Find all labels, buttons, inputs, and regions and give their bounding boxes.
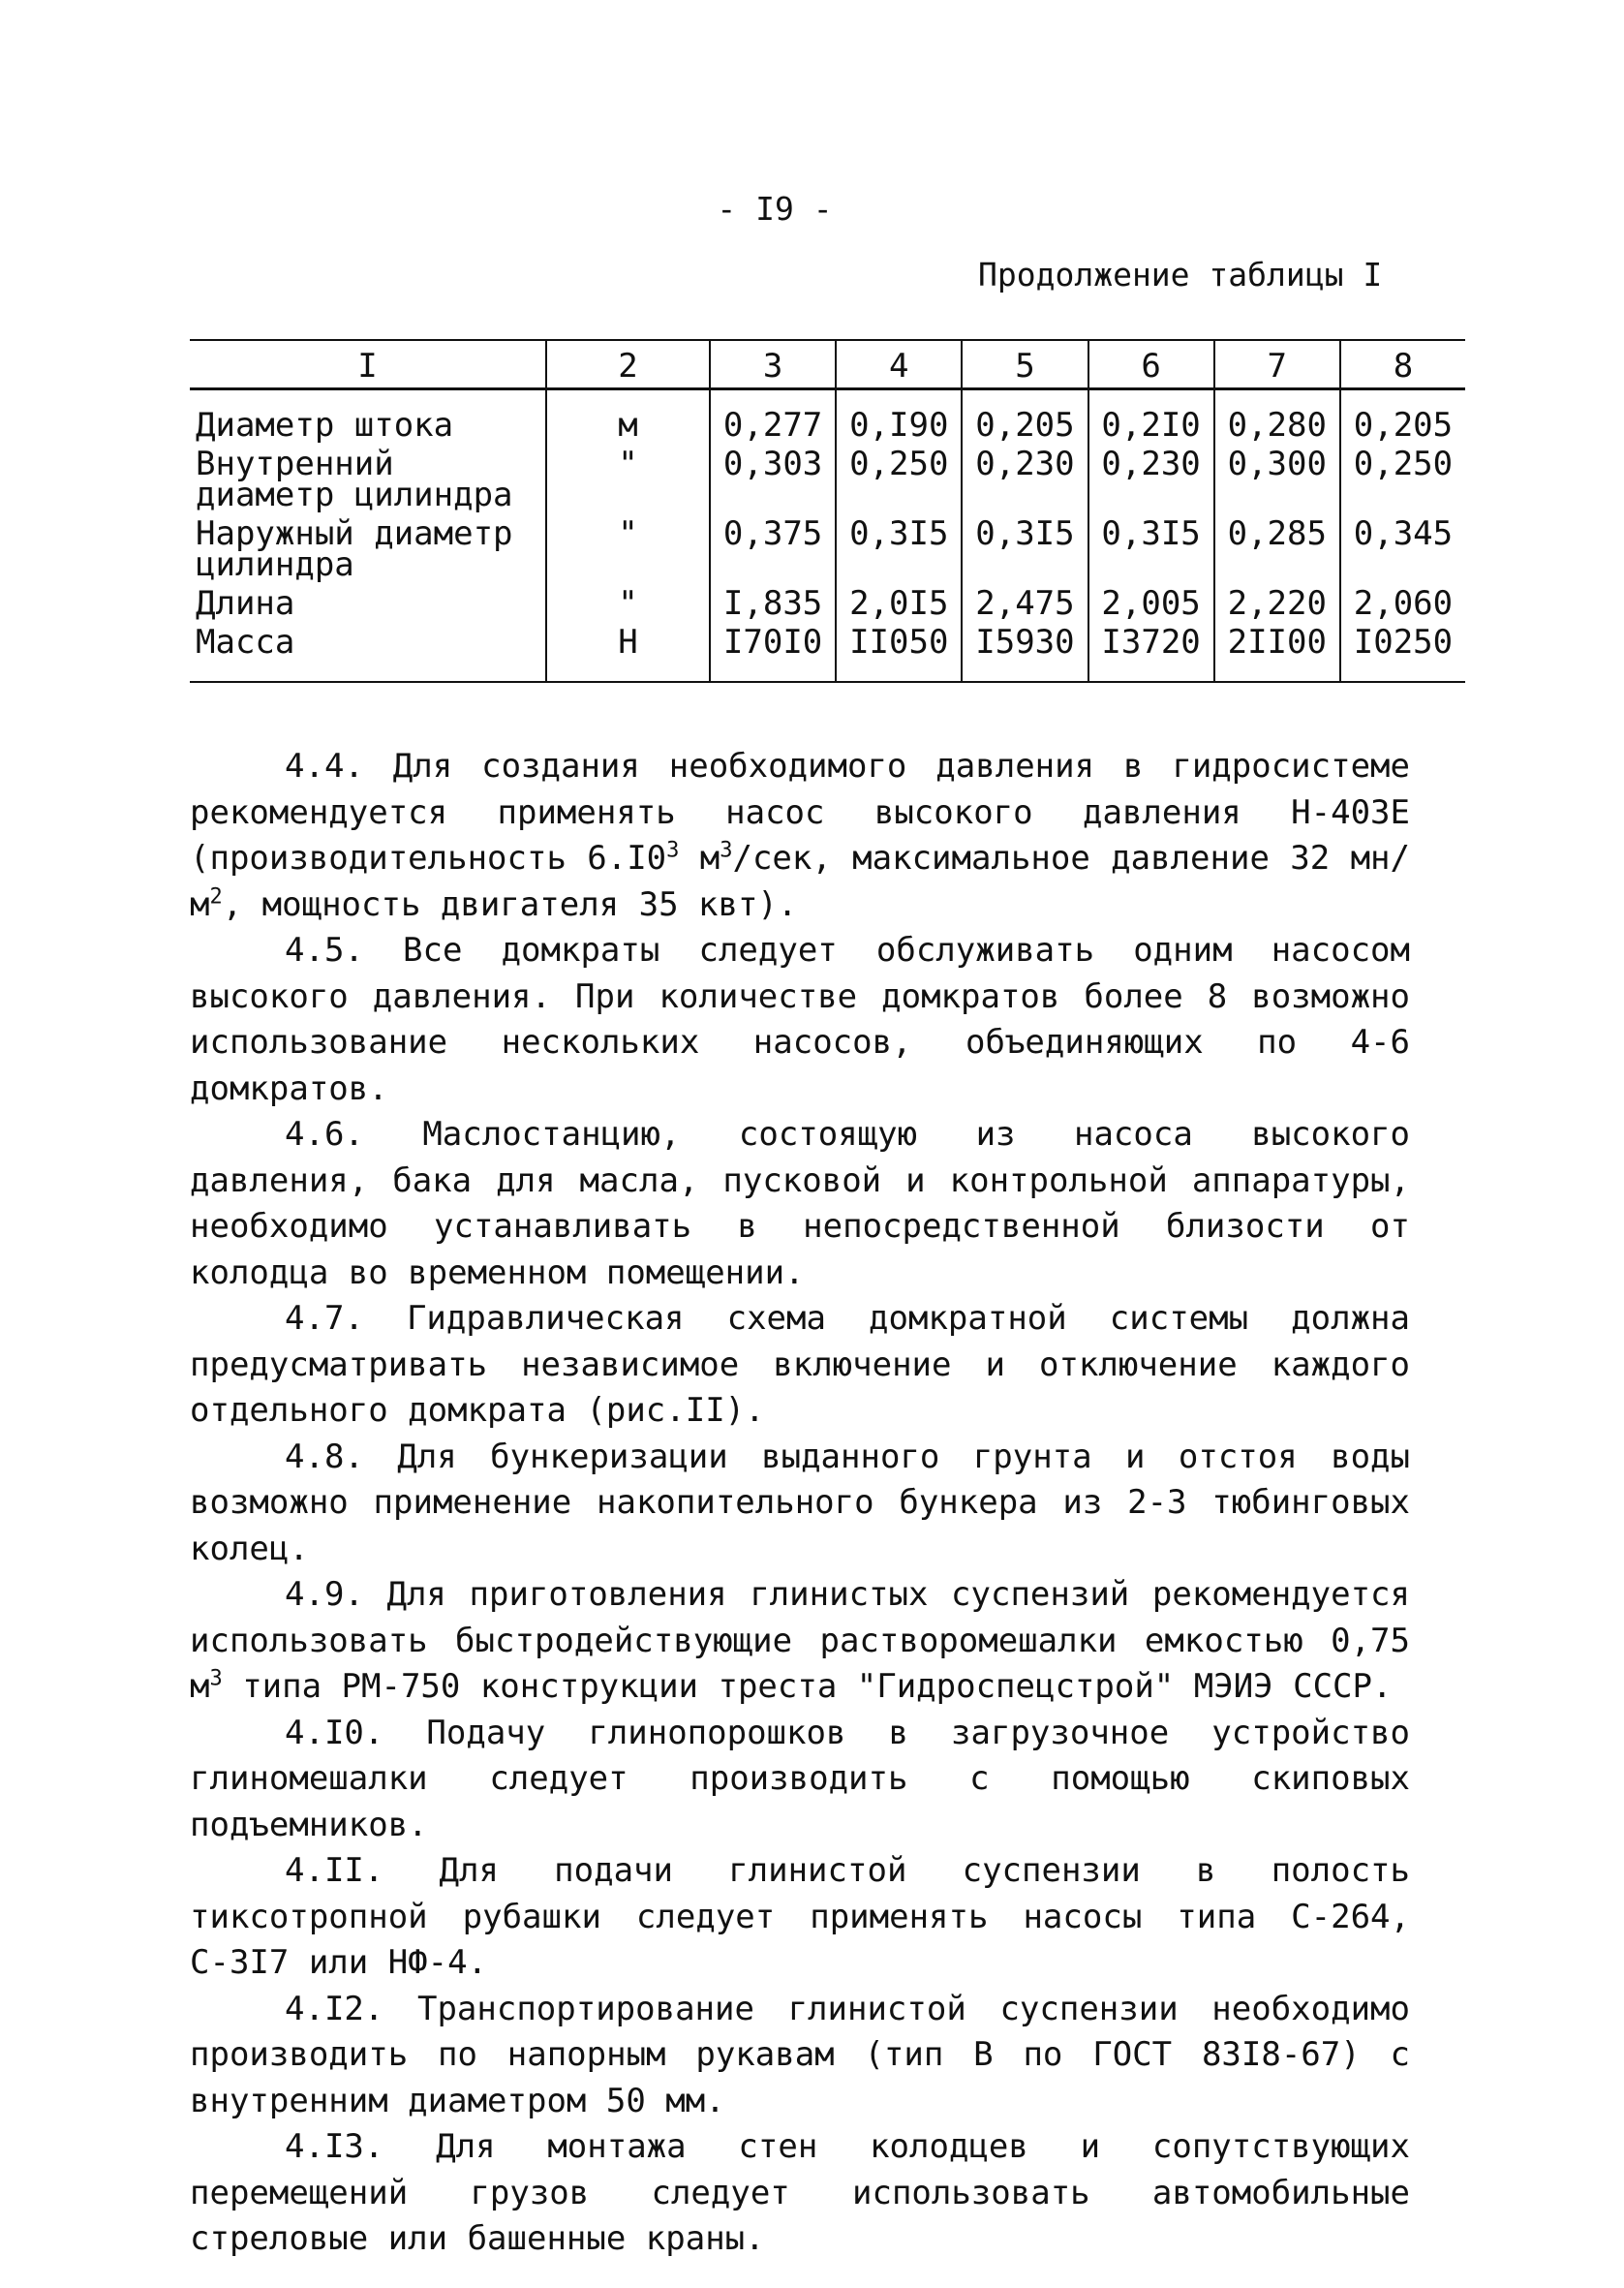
specs-table <box>190 339 1465 683</box>
cell-value: 0,205 <box>962 389 1088 446</box>
cell-value: 2,060 <box>1340 584 1465 623</box>
row-label: Масса <box>196 623 295 662</box>
superscript: 3 <box>209 1666 223 1691</box>
paragraph-4-9-part: 4.9. Для приготовления глинистых суспензий рекомендуется использовать быстродействующие растворомешалки емкостью 0,75 м <box>190 1575 1410 1706</box>
superscript: 3 <box>666 838 680 863</box>
cell-value: 0,300 <box>1214 445 1340 514</box>
cell-value: 2,475 <box>962 584 1088 623</box>
row-label: Наружный диаметр цилиндра <box>196 514 513 584</box>
cell-value: 0,230 <box>962 445 1088 514</box>
cell-value: 0,280 <box>1214 389 1340 446</box>
cell-value: 0,I90 <box>836 389 962 446</box>
cell-value: 0,3I5 <box>962 514 1088 584</box>
cell-value: 0,3I5 <box>836 514 962 584</box>
col-header: 2 <box>546 340 710 389</box>
paragraph-4-5: 4.5. Все домкраты следует обслуживать одним насосом высокого давления. При количестве домкратов более 8 возможно использование нескольких насосов, объединяющих по 4-6 домкратов. <box>190 931 1410 1108</box>
cell-value: II050 <box>836 623 962 682</box>
cell-value: I,835 <box>710 584 836 623</box>
row-label: Длина <box>196 584 295 623</box>
paragraph-4-9 <box>190 1572 1410 1711</box>
page-number: - I9 - <box>717 190 833 228</box>
paragraph-4-13: 4.I3. Для монтажа стен колодцев и сопутствующих перемещений грузов следует использовать автомобильные стреловые или башенные краны. <box>190 2127 1410 2258</box>
table-row <box>190 445 1465 514</box>
col-header: 6 <box>1088 340 1214 389</box>
cell-value: 0,205 <box>1340 389 1465 446</box>
col-header: I <box>190 340 546 389</box>
row-unit: " <box>546 445 710 514</box>
row-unit: м <box>546 389 710 446</box>
cell-value: 2,220 <box>1214 584 1340 623</box>
paragraph-4-11: 4.II. Для подачи глинистой суспензии в полость тиксотропной рубашки следует применять насосы типа С-264, С-3I7 или НФ-4. <box>190 1851 1410 1982</box>
col-header: 4 <box>836 340 962 389</box>
col-header: 5 <box>962 340 1088 389</box>
cell-value: 0,250 <box>1340 445 1465 514</box>
cell-value: 0,303 <box>710 445 836 514</box>
col-header: 3 <box>710 340 836 389</box>
cell-value: 0,277 <box>710 389 836 446</box>
paragraph-4-7: 4.7. Гидравлическая схема домкратной системы должна предусматривать независимое включение и отключение каждого отдельного домкрата (рис.II). <box>190 1299 1410 1430</box>
row-label: Диаметр штока <box>196 406 454 445</box>
table-row <box>190 514 1465 584</box>
cell-value: 0,3I5 <box>1088 514 1214 584</box>
table-header-row <box>190 340 1465 389</box>
col-header: 8 <box>1340 340 1465 389</box>
table-row <box>190 584 1465 623</box>
cell-value: I3720 <box>1088 623 1214 682</box>
paragraph-4-6: 4.6. Маслостанцию, состоящую из насоса высокого давления, бака для масла, пусковой и контрольной аппаратуры, необходимо устанавливать в непосредственной близости от колодца во временном помещении. <box>190 1115 1410 1292</box>
cell-value: 0,345 <box>1340 514 1465 584</box>
cell-value: I5930 <box>962 623 1088 682</box>
paragraph-4-4 <box>190 744 1410 928</box>
cell-value: 0,285 <box>1214 514 1340 584</box>
row-unit: " <box>546 514 710 584</box>
col-header: 7 <box>1214 340 1340 389</box>
paragraph-4-4-part: /сек, максимальное давление 32 мн/м <box>190 839 1410 924</box>
row-label: Внутренний диаметр цилиндра <box>196 445 513 514</box>
cell-value: 0,375 <box>710 514 836 584</box>
cell-value: 2II00 <box>1214 623 1340 682</box>
cell-value: 0,250 <box>836 445 962 514</box>
body-text <box>190 744 1410 2263</box>
table-caption: Продолжение таблицы I <box>978 256 1383 294</box>
cell-value: 0,2I0 <box>1088 389 1214 446</box>
paragraph-4-9-part: типа РМ-750 конструкции треста "Гидроспецстрой" МЭИЭ СССР. <box>222 1667 1393 1706</box>
table-row <box>190 389 1465 446</box>
paragraph-4-12: 4.I2. Транспортирование глинистой суспензии необходимо производить по напорным рукавам (тип В по ГОСТ 83I8-67) с внутренним диаметром 50 мм. <box>190 1989 1410 2120</box>
cell-value: 0,230 <box>1088 445 1214 514</box>
paragraph-4-4-part: , мощность двигателя 35 квт). <box>222 884 798 924</box>
paragraph-4-8: 4.8. Для бункеризации выданного грунта и отстоя воды возможно применение накопительного бункера из 2-3 тюбинговых колец. <box>190 1437 1410 1568</box>
cell-value: 2,0I5 <box>836 584 962 623</box>
superscript: 2 <box>209 884 223 910</box>
row-unit: " <box>546 584 710 623</box>
cell-value: I70I0 <box>710 623 836 682</box>
table-row <box>190 623 1465 682</box>
paragraph-4-10: 4.I0. Подачу глинопорошков в загрузочное устройство глиномешалки следует производить с помощью скиповых подъемников. <box>190 1713 1410 1844</box>
cell-value: 2,005 <box>1088 584 1214 623</box>
cell-value: I0250 <box>1340 623 1465 682</box>
row-unit: Н <box>546 623 710 682</box>
paragraph-4-4-part: м <box>679 839 720 878</box>
superscript: 3 <box>720 838 733 863</box>
paragraph-4-4-part: 4.4. Для создания необходимого давления в гидросистеме рекомендуется применять насос высокого давления Н-403Е (производительность 6.I0 <box>190 747 1410 878</box>
